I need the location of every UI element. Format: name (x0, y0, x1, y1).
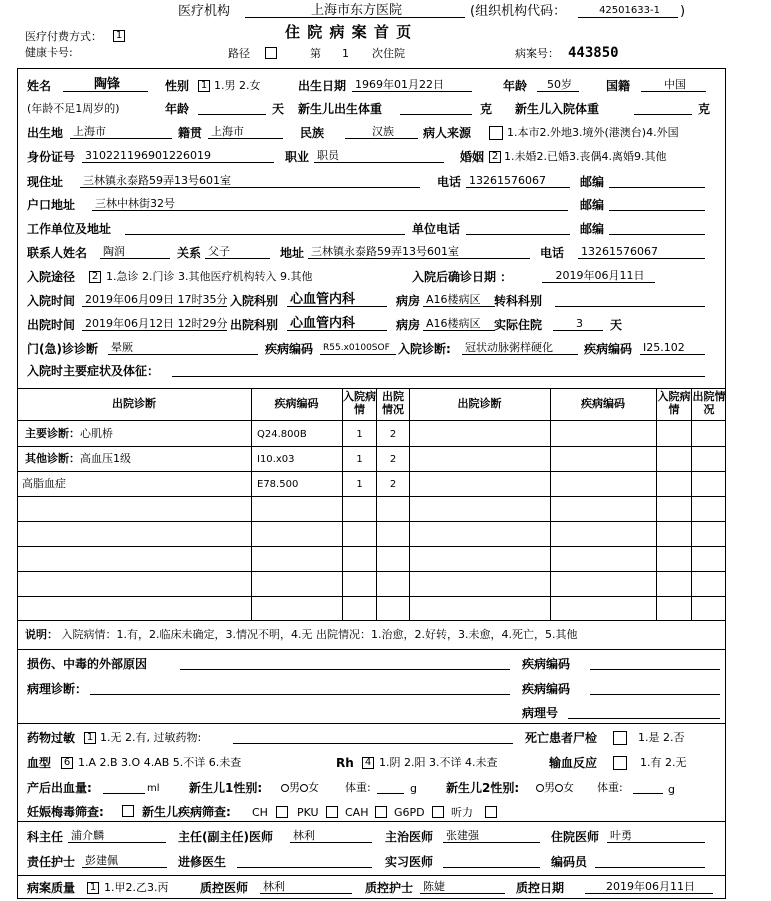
nurse-value: 彭建佩 (82, 854, 167, 868)
admission-diagnosis-label: 入院诊断: (398, 342, 451, 356)
nationality-label: 国籍 (606, 79, 631, 93)
discharge-time-label: 出院时间 (27, 318, 76, 332)
times-value: 1 (342, 47, 349, 60)
admission-route-options: 1.急诊 2.门诊 3.其他医疗机构转入 9.其他 (106, 270, 313, 283)
infant-day-label: 天 (272, 102, 285, 116)
coder-field (595, 854, 705, 868)
qc-nurse-value: 陈婕 (420, 880, 505, 894)
native-place-value: 上海市 (208, 125, 283, 139)
diagnosis-table (17, 388, 726, 621)
clinic-diagnosis-label: 门(急)诊诊断 (27, 342, 98, 356)
chief-physician-label: 主任(副主任)医师 (178, 830, 273, 844)
pathology-label: 病理诊断： (27, 682, 88, 696)
attending-value: 张建强 (443, 829, 540, 843)
contact-phone-label: 电话 (540, 246, 565, 260)
admission-dept-value: 心血管内科 (287, 293, 387, 307)
qc-date-value: 2019年06月11日 (585, 880, 713, 894)
th-discharge-status-2: 出院情况 (692, 390, 726, 416)
ethnicity-label: 民族 (300, 126, 325, 140)
row-label: 主要诊断： (25, 427, 80, 440)
newborn1-weight-label: 体重: (345, 781, 371, 794)
work-phone-label: 单位电话 (412, 222, 461, 236)
native-place-label: 籍贯 (178, 126, 203, 140)
admission-dept-label: 入院科别 (230, 294, 279, 308)
radio-icon[interactable] (281, 784, 289, 792)
contact-address-label: 地址 (280, 246, 305, 260)
dob-label: 出生日期 (298, 79, 347, 93)
screen-ch-checkbox[interactable] (276, 806, 288, 818)
clinic-diagnosis-value: 晕厥 (108, 341, 258, 355)
radio-icon[interactable] (536, 784, 544, 792)
household-address-value: 三林中林街32号 (92, 197, 568, 211)
age-value: 50岁 (537, 78, 579, 92)
nationality-value: 中国 (641, 78, 706, 92)
zip-field-2 (609, 197, 705, 211)
marital-value: 2 (489, 151, 501, 163)
birthplace-value: 上海市 (70, 125, 172, 139)
payment-label: 医疗付费方式： (25, 30, 102, 43)
record-quality-options: 1.甲2.乙3.丙 (104, 881, 169, 894)
th-discharge-diagnosis-2: 出院诊断 (457, 397, 502, 410)
work-phone-field (466, 221, 570, 235)
patient-source-label: 病人来源 (423, 126, 472, 140)
postpartum-bleeding-unit: ml (147, 783, 160, 794)
row-label: 其他诊断： (25, 452, 80, 465)
table-row (22, 477, 66, 491)
patient-name: 陶锋 (63, 78, 148, 92)
address-label: 现住址 (27, 175, 64, 189)
admission-status: 1 (356, 454, 363, 465)
coder-label: 编码员 (551, 855, 588, 869)
pathology-code-field (590, 681, 720, 695)
newborn-admission-weight-field (634, 101, 692, 115)
pathology-number-field (568, 705, 720, 719)
newborn2-sex-options[interactable] (536, 781, 574, 795)
diagnosis-text: 心肌桥 (80, 427, 113, 440)
note-text: 入院病情：1.有，2.临床未确定，3.情况不明，4.无 出院情况：1.治愈，2.好转，3.未愈，4.死亡，5.其他 (61, 628, 578, 641)
pathology-field (90, 681, 510, 695)
record-quality-label: 病案质量 (27, 881, 76, 895)
dept-head-label: 科主任 (27, 830, 64, 844)
contact-address-value: 三林镇永泰路59弄13号601室 (308, 245, 530, 259)
phone-label: 电话 (437, 175, 462, 189)
org-code-close: ) (680, 4, 686, 19)
intern-label: 实习医师 (385, 855, 434, 869)
newborn-weight-unit: 克 (480, 102, 493, 116)
record-no-label: 病案号： (515, 47, 559, 60)
screen-pku-checkbox[interactable] (326, 806, 338, 818)
intern-field (443, 854, 540, 868)
screen-g6pd-checkbox[interactable] (432, 806, 444, 818)
allergy-options: 1.无 2.有, 过敏药物: (100, 731, 202, 744)
zip-label-2: 邮编 (580, 198, 605, 212)
transfusion-label: 输血反应 (549, 756, 598, 770)
newborn-screen-label: 新生儿疾病筛查: (142, 805, 231, 819)
admission-time-value: 2019年06月09日 17时35分 (82, 293, 227, 307)
admission-route-value: 2 (89, 271, 101, 283)
stay-days-label: 实际住院 (494, 318, 543, 332)
chief-physician-value: 林利 (290, 829, 372, 843)
fellow-field (237, 854, 372, 868)
symptom-field (172, 363, 705, 377)
admission-ward-label: 病房 (396, 294, 421, 308)
birthplace-label: 出生地 (27, 126, 64, 140)
blood-type-label: 血型 (27, 756, 52, 770)
th-disease-code-2: 疾病编码 (581, 397, 625, 410)
diagnosis-code: Q24.800B (257, 429, 307, 440)
qc-doctor-value: 林利 (260, 880, 352, 894)
relation-value: 父子 (205, 245, 270, 259)
attending-label: 主治医师 (385, 830, 434, 844)
infant-age-label: 年龄 (165, 102, 190, 116)
page-title: 住 院 病 案 首 页 (285, 23, 413, 41)
newborn-weight-label: 新生儿出生体重 (298, 102, 383, 116)
symptom-label: 入院时主要症状及体征： (27, 364, 160, 378)
name-label: 姓名 (27, 79, 52, 93)
contact-name: 陶润 (100, 245, 170, 259)
discharge-ward-label: 病房 (396, 318, 421, 332)
rh-options: 1.阴 2.阳 3.不详 4.未查 (379, 756, 498, 769)
zip-label-3: 邮编 (580, 222, 605, 236)
occupation-value: 职员 (314, 149, 444, 163)
th-discharge-status: 出院情况 (382, 390, 404, 416)
zip-label: 邮编 (580, 175, 605, 189)
occupation-label: 职业 (285, 150, 310, 164)
allergy-label: 药物过敏 (27, 731, 76, 745)
qc-doctor-label: 质控医师 (200, 881, 249, 895)
radio-icon[interactable] (555, 784, 563, 792)
id-number-label: 身份证号 (27, 150, 76, 164)
stay-days-value: 3 (553, 317, 603, 331)
qc-date-label: 质控日期 (516, 881, 565, 895)
admission-status: 1 (356, 429, 363, 440)
female-label: 女 (563, 781, 574, 794)
relation-label: 关系 (177, 246, 202, 260)
fellow-label: 进修医生 (178, 855, 227, 869)
male-label: 男 (544, 781, 555, 794)
phone-value: 13261576067 (466, 174, 570, 188)
discharge-status: 2 (389, 479, 397, 490)
th-disease-code: 疾病编码 (274, 397, 319, 410)
allergy-drugs-field (233, 730, 513, 744)
ethnicity-value: 汉族 (345, 125, 418, 139)
zip-field (609, 174, 705, 188)
table-row (25, 452, 131, 466)
household-address-label: 户口地址 (27, 198, 76, 212)
pathology-code-label: 疾病编码 (522, 682, 571, 696)
discharge-dept-value: 心血管内科 (287, 317, 387, 331)
sex-options: 1.男 2.女 (214, 79, 261, 92)
admission-route-label: 入院途径 (27, 270, 76, 284)
infant-age-field (198, 101, 266, 115)
injury-code-label: 疾病编码 (522, 657, 571, 671)
newborn1-weight-field (377, 780, 404, 794)
patient-source-box[interactable] (489, 126, 503, 140)
newborn1-sex-label: 新生儿1性别: (189, 781, 263, 795)
zip-field-3 (609, 221, 705, 235)
contact-phone-value: 13261576067 (578, 245, 705, 259)
pathology-number-label: 病理号 (522, 706, 559, 720)
rh-label: Rh (336, 756, 354, 770)
transfer-dept-label: 转科科别 (494, 294, 543, 308)
autopsy-box[interactable] (613, 731, 627, 745)
syphilis-screen-label: 妊娠梅毒筛查: (27, 805, 104, 819)
screen-cah-label: CAH (345, 806, 369, 819)
path-checkbox[interactable] (265, 47, 277, 59)
diagnosis-code: I10.x03 (257, 454, 295, 465)
newborn-admission-weight-label: 新生儿入院体重 (515, 102, 600, 116)
stay-days-unit: 天 (610, 318, 623, 332)
note-label: 说明： (25, 628, 58, 641)
resident-value: 叶勇 (607, 829, 705, 843)
org-name: 上海市东方医院 (245, 4, 465, 18)
screen-g6pd-label: G6PD (394, 806, 425, 819)
admission-code-label: 疾病编码 (584, 342, 633, 356)
record-no-value: 443850 (568, 45, 619, 61)
discharge-status: 2 (389, 429, 397, 440)
autopsy-label: 死亡患者尸检 (525, 731, 598, 745)
record-quality-value: 1 (87, 882, 99, 894)
org-label: 医疗机构 (178, 4, 231, 19)
table-row (25, 427, 113, 441)
discharge-status: 2 (389, 454, 397, 465)
age-label: 年龄 (503, 79, 528, 93)
marital-label: 婚姻 (460, 150, 485, 164)
sex-value: 1 (198, 80, 210, 92)
admission-status: 1 (356, 479, 363, 490)
injury-code-field (590, 656, 720, 670)
newborn2-weight-unit: g (668, 783, 675, 796)
newborn2-sex-label: 新生儿2性别: (446, 781, 520, 795)
screen-pku-label: PKU (297, 806, 319, 819)
admission-code-value: I25.102 (640, 341, 705, 355)
work-field (125, 221, 405, 235)
diagnosis-code: E78.500 (257, 479, 299, 490)
path-label: 路径 (228, 47, 250, 60)
allergy-value: 1 (84, 732, 96, 744)
th-admission-status: 入院病情 (343, 390, 376, 416)
discharge-ward-value: A16楼病区 (423, 317, 495, 331)
diagnosis-text: 高脂血症 (22, 477, 66, 490)
transfusion-box[interactable] (613, 756, 627, 770)
injury-label: 损伤、中毒的外部原因 (27, 657, 148, 671)
admission-diagnosis-value: 冠状动脉粥样硬化 (462, 341, 578, 355)
confirm-date-label: 入院后确诊日期 ： (412, 270, 513, 284)
radio-icon[interactable] (300, 784, 308, 792)
newborn-admission-weight-unit: 克 (698, 102, 711, 116)
autopsy-options: 1.是 2.否 (638, 731, 685, 744)
female-label: 女 (308, 781, 319, 794)
admission-time-label: 入院时间 (27, 294, 76, 308)
postpartum-bleeding-label: 产后出血量: (27, 781, 92, 795)
payment-value: 1 (113, 30, 125, 42)
patient-source-options: 1.本市2.外地3.境外(港澳台)4.外国 (507, 126, 679, 139)
male-label: 男 (289, 781, 300, 794)
org-code-value: 42501633-1 (578, 4, 678, 18)
clinic-code-value: R55.x0100SOF (320, 341, 396, 355)
diagnosis-text: 高血压1级 (80, 452, 131, 465)
table-note (25, 628, 577, 642)
resident-label: 住院医师 (551, 830, 600, 844)
th-discharge-diagnosis: 出院诊断 (112, 397, 156, 410)
newborn1-weight-unit: g (410, 782, 417, 795)
marital-options: 1.未婚2.已婚3.丧偶4.离婚9.其他 (504, 150, 667, 163)
rh-value: 4 (362, 757, 374, 769)
clinic-code-label: 疾病编码 (265, 342, 314, 356)
discharge-dept-label: 出院科别 (230, 318, 279, 332)
postpartum-bleeding-field (103, 780, 145, 794)
syphilis-checkbox[interactable] (122, 805, 134, 817)
address-value: 三林镇永泰路59弄13号601室 (80, 174, 420, 188)
dob-value: 1969年01月22日 (352, 78, 472, 92)
newborn1-sex-options[interactable] (281, 781, 319, 795)
infant-note: (年龄不足1周岁的) (27, 102, 120, 115)
contact-label: 联系人姓名 (27, 246, 88, 260)
discharge-time-value: 2019年06月12日 12时29分 (82, 317, 227, 331)
dept-head-value: 浦介麟 (68, 829, 166, 843)
newborn2-weight-field (633, 780, 663, 794)
blood-type-options: 1.A 2.B 3.O 4.AB 5.不详 6.未查 (78, 756, 242, 769)
transfusion-options: 1.有 2.无 (640, 756, 687, 769)
screen-hearing-checkbox[interactable] (485, 806, 497, 818)
th-admission-status-2: 入院病情 (657, 390, 691, 416)
nurse-label: 责任护士 (27, 855, 76, 869)
work-label: 工作单位及地址 (27, 222, 112, 236)
sex-label: 性别 (165, 79, 190, 93)
injury-field (180, 656, 510, 670)
newborn-weight-field (400, 101, 472, 115)
screen-ch-label: CH (252, 806, 268, 819)
admission-ward-value: A16楼病区 (423, 293, 495, 307)
id-number-value: 310221196901226019 (82, 149, 274, 163)
org-code-label: (组织机构代码： (470, 4, 567, 19)
blood-type-value: 6 (61, 757, 73, 769)
confirm-date-value: 2019年06月11日 (542, 269, 655, 283)
times-prefix: 第 (310, 47, 321, 60)
newborn2-weight-label: 体重: (597, 781, 623, 794)
screen-hearing-label: 听力 (451, 806, 473, 819)
health-card-label: 健康卡号: (25, 46, 73, 59)
qc-nurse-label: 质控护士 (365, 881, 414, 895)
screen-cah-checkbox[interactable] (375, 806, 387, 818)
transfer-dept-field (555, 293, 705, 307)
times-suffix: 次住院 (372, 47, 405, 60)
